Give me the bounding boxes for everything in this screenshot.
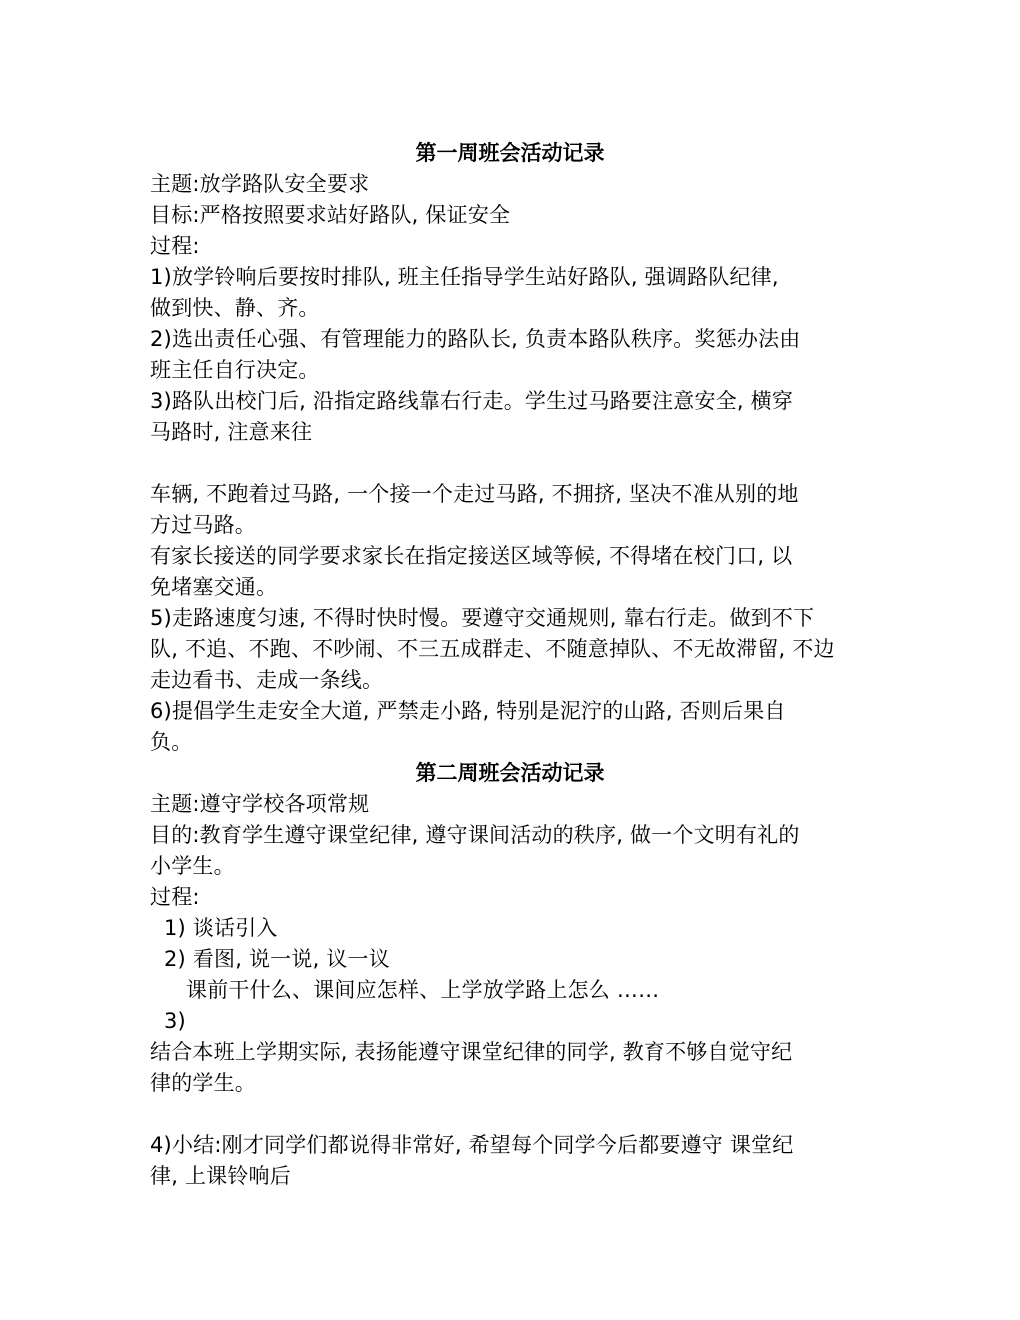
paragraph-line: 律的学生。 bbox=[150, 1071, 256, 1095]
paragraph-line: 走边看书、走成一条线。 bbox=[150, 668, 384, 692]
paragraph-line: 队, 不追、不跑、不吵闹、不三五成群走、不随意掉队、不无故滞留, 不边 bbox=[150, 637, 835, 661]
paragraph-line: 5)走路速度匀速, 不得时快时慢。要遵守交通规则, 靠右行走。做到不下 bbox=[150, 606, 815, 630]
blank-line bbox=[150, 448, 870, 479]
document-page bbox=[150, 138, 870, 1192]
paragraph-line: 班主任自行决定。 bbox=[150, 358, 320, 382]
paragraph-line: 负。 bbox=[150, 730, 193, 754]
goal-line: 小学生。 bbox=[150, 854, 235, 878]
paragraph-line: 4)小结:刚才同学们都说得非常好, 希望每个同学今后都要遵守 课堂纪 bbox=[150, 1133, 794, 1157]
step-line: 3) bbox=[164, 1009, 186, 1033]
paragraph-line: 6)提倡学生走安全大道, 严禁走小路, 特别是泥泞的山路, 否则后果自 bbox=[150, 699, 786, 723]
paragraph-line: 车辆, 不跑着过马路, 一个接一个走过马路, 不拥挤, 坚决不准从别的地 bbox=[150, 482, 799, 506]
topic-line: 主题:放学路队安全要求 bbox=[150, 172, 370, 196]
paragraph-line: 3)路队出校门后, 沿指定路线靠右行走。学生过马路要注意安全, 横穿 bbox=[150, 389, 794, 413]
paragraph-line: 做到快、静、齐。 bbox=[150, 296, 320, 320]
paragraph-line: 2)选出责任心强、有管理能力的路队长, 负责本路队秩序。奖惩办法由 bbox=[150, 327, 801, 351]
section-title: 第二周班会活动记录 bbox=[415, 761, 605, 785]
paragraph-line: 马路时, 注意来往 bbox=[150, 420, 313, 444]
blank-line bbox=[150, 1099, 870, 1130]
paragraph-line: 律, 上课铃响后 bbox=[150, 1164, 291, 1188]
paragraph-line: 方过马路。 bbox=[150, 513, 256, 537]
paragraph-line: 1)放学铃响后要按时排队, 班主任指导学生站好路队, 强调路队纪律, bbox=[150, 265, 779, 289]
paragraph-line: 免堵塞交通。 bbox=[150, 575, 278, 599]
step-line: 2) 看图, 说一说, 议一议 bbox=[164, 947, 390, 971]
goal-line: 目的:教育学生遵守课堂纪律, 遵守课间活动的秩序, 做一个文明有礼的 bbox=[150, 823, 800, 847]
paragraph-line: 结合本班上学期实际, 表扬能遵守课堂纪律的同学, 教育不够自觉守纪 bbox=[150, 1040, 793, 1064]
process-label: 过程: bbox=[150, 885, 200, 909]
goal-line: 目标:严格按照要求站好路队, 保证安全 bbox=[150, 203, 511, 227]
step-line: 1) 谈话引入 bbox=[164, 916, 278, 940]
process-label: 过程: bbox=[150, 234, 200, 258]
section-title: 第一周班会活动记录 bbox=[415, 141, 605, 165]
topic-line: 主题:遵守学校各项常规 bbox=[150, 792, 370, 816]
step-detail-line: 课前干什么、课间应怎样、上学放学路上怎么 …… bbox=[186, 978, 660, 1002]
paragraph-line: 有家长接送的同学要求家长在指定接送区域等候, 不得堵在校门口, 以 bbox=[150, 544, 793, 568]
